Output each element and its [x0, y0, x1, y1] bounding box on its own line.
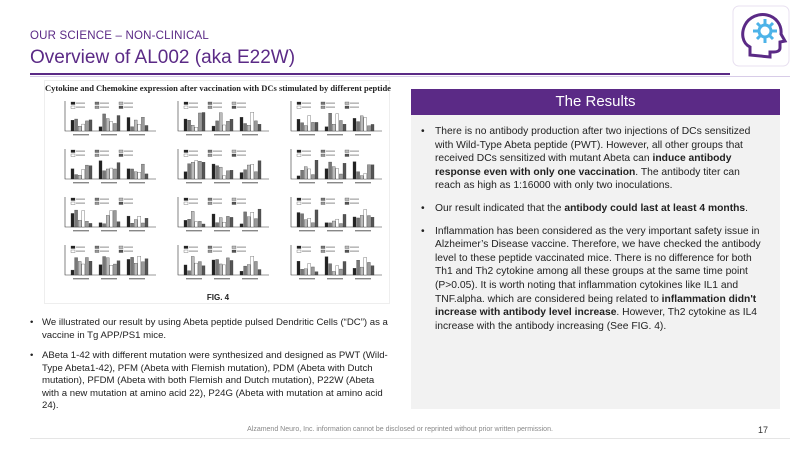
figure-bar: [106, 169, 109, 179]
figure-bar: [304, 126, 307, 131]
figure-bar: [254, 219, 257, 227]
figure-bar: [117, 222, 120, 227]
figure-bar: [332, 124, 335, 131]
figure-bar: [301, 123, 304, 131]
figure-bar: [251, 112, 254, 131]
results-bullet-3-run-1: Inflammation has been considered as the very important safety issue in Alzheimer’s Disease vaccine. Therefore, we have checked the antibody level to these peptide vaccinated mice. There is no difference for both Th1 and Th2 cytokine among all these groups at the same time point (P>0.05). It is worth noting that inflammation cytokines like IL1 and TNF.alpha. which are considered being related to: [435, 225, 761, 305]
figure-bar: [141, 117, 144, 131]
figure-bar: [258, 124, 261, 131]
figure-bar: [85, 257, 88, 275]
figure-bar: [99, 223, 102, 227]
figure-bar: [198, 221, 201, 227]
figure-bar: [353, 268, 356, 275]
figure-bar: [325, 169, 328, 179]
figure-bar: [117, 115, 120, 131]
figure-bar: [82, 124, 85, 131]
figure-bar: [71, 120, 74, 131]
figure-bar: [371, 217, 374, 227]
figure-bar: [315, 210, 318, 227]
figure-grid: [45, 81, 391, 305]
figure-bar: [357, 218, 360, 227]
footer-rule: [30, 438, 790, 439]
figure-bar: [247, 217, 250, 227]
figure-bar: [113, 211, 116, 227]
figure-bar: [247, 125, 250, 131]
figure-bar: [195, 161, 198, 179]
figure-bar: [127, 259, 130, 275]
figure-bar: [364, 118, 367, 131]
figure-bar: [75, 258, 78, 275]
figure-bar: [78, 220, 81, 227]
figure-bar: [353, 162, 356, 179]
figure-bar: [339, 269, 342, 275]
figure-bar: [198, 113, 201, 131]
figure-bar: [75, 119, 78, 131]
figure-bar: [138, 124, 141, 131]
figure-bar: [230, 170, 233, 179]
figure-bar: [353, 217, 356, 227]
figure-bar: [106, 215, 109, 227]
results-bullet-list: [421, 125, 768, 333]
figure-bar: [138, 172, 141, 179]
figure-subpanel: [178, 149, 269, 183]
figure-bar: [184, 119, 187, 131]
figure-bar: [343, 124, 346, 131]
figure-bar: [308, 169, 311, 179]
figure-bar: [117, 163, 120, 179]
figure-bar: [184, 172, 187, 179]
figure-bar: [138, 216, 141, 227]
figure-bar: [191, 256, 194, 275]
figure-bar: [297, 119, 300, 131]
figure-bar: [212, 164, 215, 179]
slide-title: Overview of AL002 (aka E22W): [30, 47, 296, 68]
figure-bar: [219, 167, 222, 179]
figure-bar: [258, 209, 261, 227]
figure-bar: [315, 272, 318, 275]
figure-bar: [219, 113, 222, 131]
figure-bar: [258, 161, 261, 179]
figure-bar: [219, 264, 222, 275]
figure-bar: [134, 220, 137, 227]
figure-bar: [308, 264, 311, 275]
results-header: The Results: [411, 89, 780, 115]
figure-bar: [329, 113, 332, 131]
figure-bar: [188, 271, 191, 275]
results-bullet-1-run-2: induce antibody response even with only one vaccination: [435, 153, 732, 178]
figure-bar: [230, 260, 233, 275]
figure-subpanel: [65, 149, 156, 183]
figure-bar: [336, 266, 339, 275]
figure-bar: [113, 169, 116, 179]
figure-bar: [103, 224, 106, 227]
fig-4-cytokine-panel: [44, 80, 390, 304]
figure-bar: [226, 121, 229, 131]
left-bullet-2: • ABeta 1-42 with different mutation were synthesized and designed as PWT (Wild-Type Abeta1-42), PFM (Abeta with Flemish mutation), PDM (Abeta with Dutch mutation), PFDM (Abeta with both Flemish and Dutch mutation), P22W (Abeta with a new mutation at amino acid 22), P24G (Abeta with mutation at amino acid 24).: [30, 350, 392, 413]
figure-bar: [244, 124, 247, 131]
figure-bar: [371, 165, 374, 179]
figure-bar: [371, 266, 374, 275]
figure-bar: [304, 167, 307, 179]
figure-bar: [311, 223, 314, 227]
figure-bar: [223, 265, 226, 275]
figure-bar: [357, 172, 360, 179]
figure-subpanel: [291, 245, 382, 279]
figure-bar: [134, 263, 137, 275]
figure-bar: [71, 213, 74, 227]
figure-bar: [103, 257, 106, 275]
figure-bar: [308, 116, 311, 131]
results-bullet-3-run-2: inflammation didn't increase with antibody level increase: [435, 293, 757, 319]
figure-bar: [202, 224, 205, 227]
figure-bar: [297, 213, 300, 227]
figure-bar: [360, 116, 363, 131]
figure-bar: [240, 224, 243, 227]
figure-bar: [367, 165, 370, 179]
figure-bar: [304, 220, 307, 227]
figure-bar: [106, 258, 109, 275]
figure-bar: [103, 114, 106, 131]
figure-bar: [315, 122, 318, 131]
figure-bar: [240, 173, 243, 179]
figure-bar: [367, 262, 370, 275]
figure-bar: [357, 122, 360, 131]
figure-bar: [244, 266, 247, 275]
page-number: 17: [758, 425, 769, 435]
figure-bar: [329, 264, 332, 275]
figure-bar: [343, 261, 346, 275]
figure-bar: [364, 257, 367, 275]
figure-bar: [85, 121, 88, 131]
results-bullet-1-run-3: . The antibody titer can reach as high as 1:16000 with only two inoculations.: [435, 166, 740, 192]
results-bullet-3-run-3: . However, Th2 cytokine as IL4 increase with the antibody increasing (See FIG. 4).: [435, 307, 758, 332]
figure-bar: [117, 261, 120, 275]
figure-bar: [89, 261, 92, 275]
figure-bar: [195, 127, 198, 131]
figure-bar: [216, 121, 219, 131]
title-rule: [30, 73, 730, 75]
figure-bar: [219, 218, 222, 227]
figure-bar: [195, 222, 198, 227]
figure-bar: [103, 171, 106, 179]
figure-bar: [226, 171, 229, 179]
figure-bar: [311, 122, 314, 131]
figure-bar: [254, 121, 257, 131]
figure-bar: [85, 165, 88, 179]
figure-subpanel: [65, 101, 156, 135]
results-bullet-2-run-2: antibody could last at least 4 months: [564, 202, 746, 214]
figure-bar: [353, 118, 356, 131]
figure-bar: [141, 164, 144, 179]
figure-bar: [230, 119, 233, 131]
figure-bar: [110, 265, 113, 275]
figure-bar: [99, 265, 102, 275]
figure-bar: [360, 176, 363, 179]
results-bullet-2-run-3: .: [745, 202, 749, 214]
figure-bar: [240, 117, 243, 131]
figure-bar: [184, 220, 187, 227]
figure-bar: [127, 169, 130, 179]
figure-bar: [141, 262, 144, 275]
left-bullet-list: [30, 317, 392, 421]
figure-bar: [343, 214, 346, 227]
figure-bar: [131, 223, 134, 227]
results-bullet-2: [421, 202, 768, 216]
figure-bar: [297, 261, 300, 275]
figure-bar: [367, 126, 370, 131]
figure-bar: [301, 170, 304, 179]
figure-bar: [89, 166, 92, 179]
results-bullet-2-run-1: Our result indicated that the: [435, 202, 565, 214]
figure-bar: [138, 256, 141, 275]
figure-bar: [244, 212, 247, 227]
figure-subpanel: [178, 197, 269, 231]
figure-subpanel: [178, 101, 269, 135]
figure-bar: [315, 160, 318, 179]
figure-bar: [223, 125, 226, 131]
figure-bar: [223, 222, 226, 227]
figure-bar: [110, 168, 113, 179]
figure-subpanel: [65, 197, 156, 231]
figure-bar: [336, 168, 339, 179]
figure-bar: [71, 169, 74, 179]
figure-bar: [141, 223, 144, 227]
figure-bar: [336, 219, 339, 227]
figure-bar: [191, 162, 194, 179]
figure-bar: [212, 260, 215, 275]
figure-bar: [254, 172, 257, 179]
figure-bar: [216, 166, 219, 179]
figure-bar: [343, 163, 346, 179]
figure-bar: [82, 264, 85, 275]
figure-bar: [184, 265, 187, 275]
figure-bar: [339, 224, 342, 227]
figure-bar: [325, 223, 328, 227]
figure-bar: [127, 117, 130, 131]
results-bullet-1-run-1: There is no antibody production after two injections of DCs sensitized with Wild-Type Abeta peptide (PWT). However, all other groups that received DCs sensitized with mutant Abeta can: [435, 126, 751, 165]
figure-bar: [99, 127, 102, 131]
figure-bar: [301, 214, 304, 227]
figure-bar: [106, 119, 109, 131]
figure-bar: [244, 170, 247, 179]
figure-bar: [188, 120, 191, 131]
figure-bar: [110, 121, 113, 131]
figure-bar: [78, 126, 81, 131]
figure-bar: [78, 175, 81, 179]
figure-bar: [332, 167, 335, 179]
figure-bar: [336, 114, 339, 131]
figure-bar: [89, 223, 92, 227]
figure-bar: [82, 169, 85, 179]
figure-bar: [364, 210, 367, 227]
figure-bar: [145, 125, 148, 131]
figure-bar: [202, 266, 205, 275]
figure-bar: [251, 212, 254, 227]
figure-bar: [191, 211, 194, 227]
figure-bar: [131, 127, 134, 131]
figure-bar: [202, 162, 205, 179]
figure-bar: [308, 218, 311, 227]
figure-bar: [247, 265, 250, 275]
results-bullet-3: [421, 225, 768, 334]
figure-bar: [216, 259, 219, 275]
figure-bar: [226, 258, 229, 275]
left-bullet-1: • We illustrated our result by using Abeta peptide pulsed Dendritic Cells (“DC”) as a vaccine in Tg APP/PS1 mice.: [30, 317, 392, 342]
figure-bar: [339, 174, 342, 179]
figure-bar: [191, 125, 194, 131]
figure-subpanel: [291, 149, 382, 183]
figure-bar: [251, 256, 254, 275]
figure-bar: [329, 223, 332, 227]
figure-bar: [198, 161, 201, 179]
results-bullet-1: [421, 125, 768, 193]
figure-subpanel: [178, 245, 269, 279]
figure-bar: [297, 176, 300, 179]
figure-bar: [364, 174, 367, 179]
figure-bar: [329, 162, 332, 179]
figure-bar: [325, 127, 328, 131]
figure-bar: [110, 211, 113, 227]
figure-bar: [304, 269, 307, 275]
figure-bar: [75, 210, 78, 227]
brain-head-logo: [732, 5, 790, 67]
figure-bar: [258, 270, 261, 275]
figure-subpanel: [291, 197, 382, 231]
figure-bar: [131, 169, 134, 179]
figure-bar: [367, 216, 370, 227]
figure-bar: [212, 214, 215, 227]
figure-bar: [71, 270, 74, 275]
figure-bar: [195, 263, 198, 275]
figure-bar: [360, 267, 363, 275]
figure-bar: [113, 123, 116, 131]
figure-bar: [85, 221, 88, 227]
figure-bar: [251, 164, 254, 179]
figure-bar: [198, 262, 201, 275]
figure-subpanel: [291, 101, 382, 135]
figure-bar: [188, 219, 191, 227]
figure-bar: [99, 161, 102, 179]
title-rule-light: [30, 76, 790, 77]
figure-subpanel: [65, 245, 156, 279]
figure-bar: [145, 174, 148, 179]
figure-bar: [311, 267, 314, 275]
figure-bar: [240, 271, 243, 275]
figure-bar: [82, 211, 85, 227]
figure-bar: [325, 257, 328, 275]
figure-bar: [226, 216, 229, 227]
figure-bar: [78, 261, 81, 275]
figure-bar: [131, 257, 134, 275]
figure-bar: [247, 165, 250, 179]
figure-bar: [113, 264, 116, 275]
figure-bar: [311, 175, 314, 179]
figure-bar: [212, 126, 215, 131]
figure-bar: [332, 221, 335, 227]
figure-bar: [134, 120, 137, 131]
figure-bar: [254, 261, 257, 275]
figure-bar: [89, 120, 92, 131]
figure-bar: [339, 120, 342, 131]
figure-bar: [230, 217, 233, 227]
figure-bar: [188, 164, 191, 179]
results-panel: [411, 115, 780, 409]
figure-bar: [145, 218, 148, 227]
figure-bar: [127, 216, 130, 227]
figure-bar: [134, 172, 137, 179]
figure-bar: [360, 215, 363, 227]
figure-bar: [371, 124, 374, 131]
figure-bar: [301, 269, 304, 275]
figure-bar: [145, 259, 148, 275]
section-kicker: OUR SCIENCE – NON-CLINICAL: [30, 30, 210, 42]
figure-bar: [75, 175, 78, 179]
figure-label: FIG. 4: [206, 293, 230, 302]
figure-bar: [332, 271, 335, 275]
figure-title: Cytokine and Chemokine expression after vaccination with DCs stimulated by different peptide: [45, 83, 391, 93]
figure-bar: [202, 112, 205, 131]
footer-disclaimer: Alzamend Neuro, Inc. information cannot be disclosed or reprinted without prior written permission.: [247, 426, 553, 433]
figure-bar: [216, 223, 219, 227]
figure-bar: [357, 260, 360, 275]
figure-bar: [223, 176, 226, 179]
